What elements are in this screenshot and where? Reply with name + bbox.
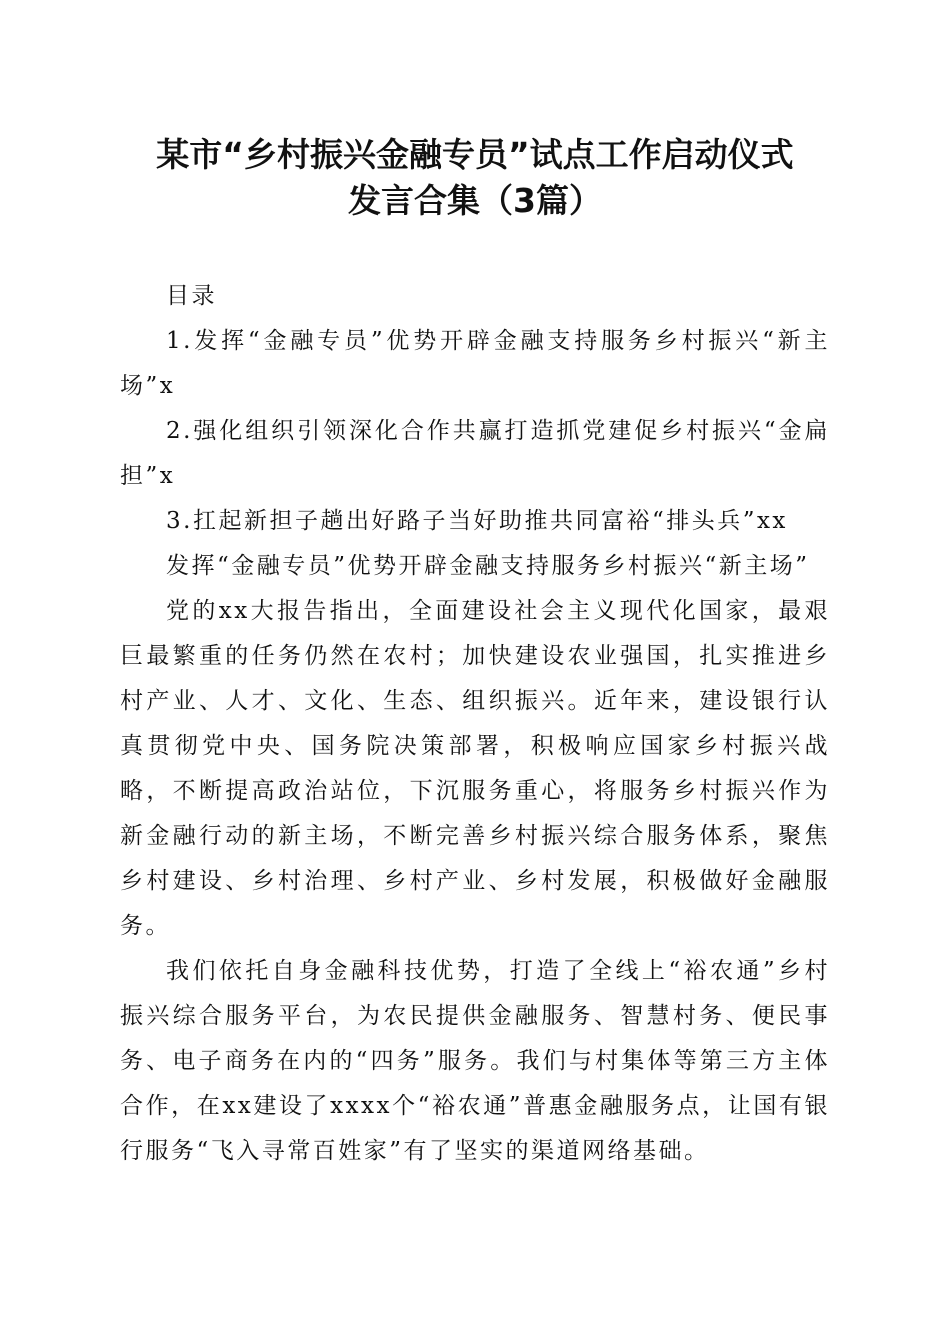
paragraph-2: 我们依托自身金融科技优势，打造了全线上“裕农通”乡村振兴综合服务平台，为农民提供金融服务、智慧村务、便民事务、电子商务在内的“四务”服务。我们与村集体等第三方主体合作，在xx建设了xxxx个“裕农通”普惠金融服务点，让国有银行服务“飞入寻常百姓家”有了坚实的渠道网络基础。 bbox=[120, 958, 830, 1164]
document-title-line1: 某市“乡村振兴金融专员”试点工作启动仪式 bbox=[156, 135, 794, 174]
document-body bbox=[120, 274, 830, 1174]
document-title bbox=[100, 132, 850, 224]
toc-label: 目录 bbox=[166, 283, 217, 309]
section-title: 发挥“金融专员”优势开辟金融支持服务乡村振兴“新主场” bbox=[166, 553, 810, 579]
toc-item-1: 1.发挥“金融专员”优势开辟金融支持服务乡村振兴“新主场”x bbox=[120, 328, 830, 399]
toc-item-2: 2.强化组织引领深化合作共赢打造抓党建促乡村振兴“金扁担”x bbox=[120, 418, 830, 489]
paragraph-1: 党的xx大报告指出，全面建设社会主义现代化国家，最艰巨最繁重的任务仍然在农村；加快建设农业强国，扎实推进乡村产业、人才、文化、生态、组织振兴。近年来，建设银行认真贯彻党中央、国务院决策部署，积极响应国家乡村振兴战略，不断提高政治站位，下沉服务重心，将服务乡村振兴作为新金融行动的新主场，不断完善乡村振兴综合服务体系，聚焦乡村建设、乡村治理、乡村产业、乡村发展，积极做好金融服务。 bbox=[120, 598, 830, 939]
document-title-line2: 发言合集（3篇） bbox=[348, 181, 602, 220]
toc-item-3: 3.扛起新担子趟出好路子当好助推共同富裕“排头兵”xx bbox=[166, 508, 788, 534]
